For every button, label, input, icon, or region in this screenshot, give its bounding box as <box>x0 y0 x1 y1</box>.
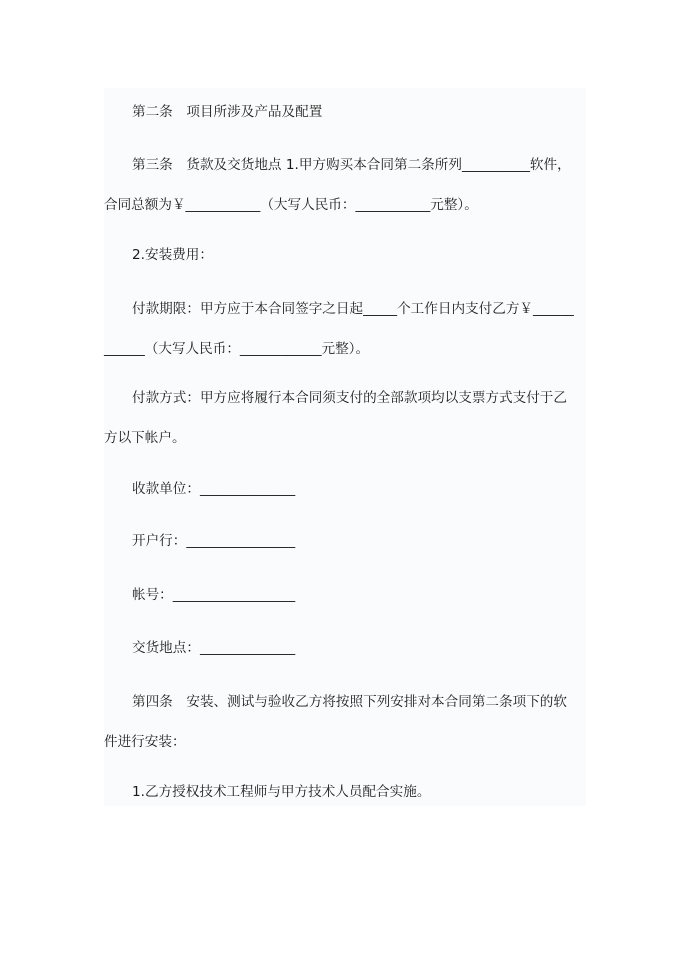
paragraph-line: 1.乙方授权技术工程师与甲方技术人员配合实施。 <box>132 784 431 800</box>
bank-field <box>104 533 586 549</box>
paragraph-line: 交货地点：______________ <box>132 640 296 656</box>
paragraph-line: 第四条 安装、测试与验收乙方将按照下列安排对本合同第二条项下的软 <box>132 694 567 710</box>
payment-method-paragraph <box>104 390 586 446</box>
paragraph-line: 件进行安装： <box>104 734 186 750</box>
document-page <box>104 88 586 806</box>
install-fee-paragraph <box>104 247 586 263</box>
paragraph-line: 方以下帐户。 <box>104 430 186 446</box>
article-2-heading <box>104 104 586 120</box>
paragraph-line: 第三条 货款及交货地点 1.甲方购买本合同第二条所列__________软件， <box>132 157 571 173</box>
paragraph-line: 2.安装费用： <box>132 247 213 263</box>
paragraph-line: 帐号：__________________ <box>132 587 296 603</box>
paragraph-line: 付款方式：甲方应将履行本合同须支付的全部款项均以支票方式支付于乙 <box>132 390 567 406</box>
paragraph-line: 开户行：________________ <box>132 533 296 549</box>
paragraph-line: ______（大写人民币：____________元整）。 <box>104 341 370 357</box>
paragraph-line: 收款单位：______________ <box>132 481 296 497</box>
payment-term-paragraph <box>104 301 586 357</box>
paragraph-line: 合同总额为￥___________（大写人民币：___________元整）。 <box>104 197 478 213</box>
article-3-paragraph <box>104 157 586 213</box>
delivery-place-field <box>104 640 586 656</box>
paragraph-line: 第二条 项目所涉及产品及配置 <box>132 104 323 120</box>
account-field <box>104 587 586 603</box>
article-4-paragraph <box>104 694 586 750</box>
paragraph-line: 付款期限：甲方应于本合同签字之日起_____个工作日内支付乙方￥______ <box>132 301 574 317</box>
payee-field <box>104 481 586 497</box>
item-1-paragraph <box>104 784 586 800</box>
